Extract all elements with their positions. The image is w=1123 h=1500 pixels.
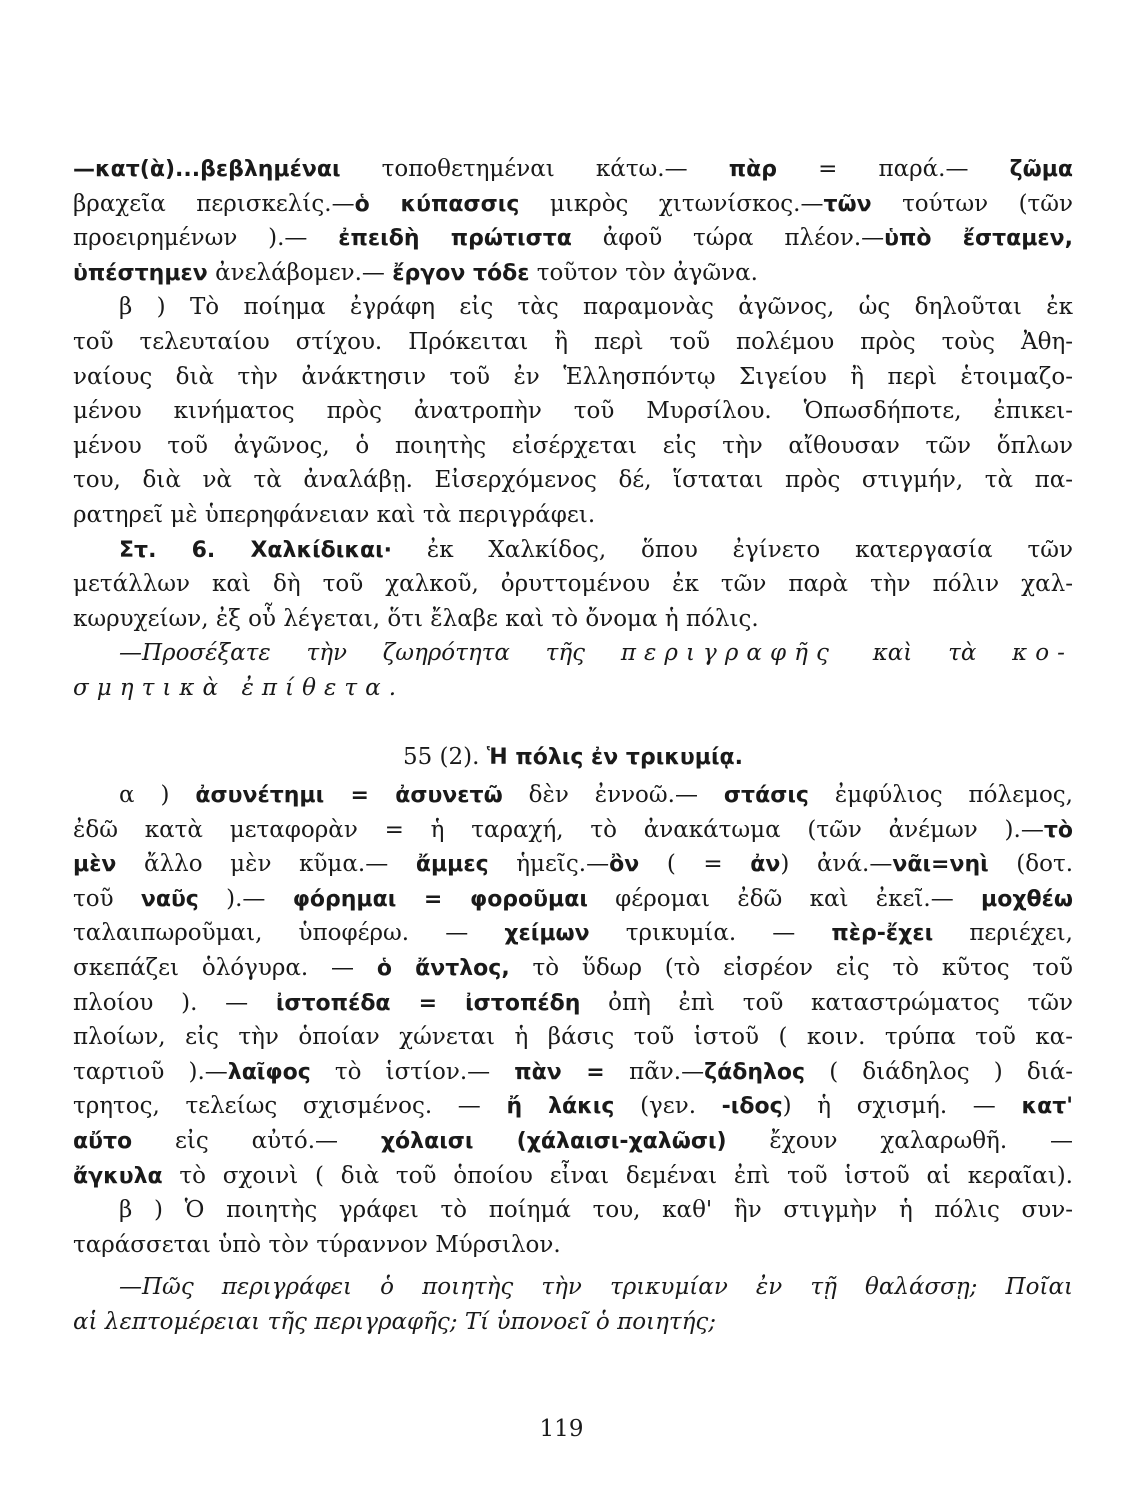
gloss-text: ) ἀνά.— (780, 851, 893, 878)
gloss-text: ἔχουν χαλαρωθῆ. — (726, 1128, 1073, 1155)
gloss-text: τὸ ὕδωρ (τὸ εἰσρέον εἰς τὸ κῦτος τοῦ (509, 955, 1073, 982)
gloss-term: ὁ ἄντλος, (376, 956, 510, 982)
question-text: καὶ τὰ (836, 640, 1013, 667)
gloss-term: ἤ λάκις (506, 1094, 615, 1120)
gloss-term: χείμων (504, 921, 590, 947)
text-line: τοῦ τελευταίου στίχου. Πρόκειται ἢ περὶ τοῦ πολέμου πρὸς τοὺς Ἀθη- (73, 328, 1073, 355)
gloss-term: πὰν = (514, 1059, 630, 1085)
spaced-word: σμητικὰ ἐπίθετα. (73, 674, 405, 701)
gloss-text: ( = (639, 851, 751, 878)
gloss-text: πλοίου ). — (73, 989, 276, 1016)
question-line (73, 1270, 1073, 1305)
gloss-text: βραχεῖα περισκελίς.— (73, 190, 355, 217)
text-line: του, διὰ νὰ τὰ ἀναλάβῃ. Εἰσερχόμενος δέ, ἵσταται πρὸς στιγμήν, τὰ πα- (73, 467, 1073, 494)
gloss-text: πᾶν.— (629, 1058, 705, 1085)
gloss-term: ἔργον τόδε (392, 260, 530, 286)
gloss-term: τὸ (1043, 817, 1073, 843)
gloss-text: ).— (198, 885, 293, 912)
gloss-text: ) ἡ σχισμή. — (782, 1093, 1022, 1120)
gloss-text: τοποθετημέναι κάτω.— (340, 156, 729, 182)
text-line (73, 152, 1073, 187)
text-line: β ) Τὸ ποίημα ἐγράφη εἰς τὰς παραμονὰς ἀγῶνος, ὡς δηλοῦται ἐκ (119, 294, 1073, 321)
section-heading (73, 740, 1073, 775)
gloss-term: αὔτο (73, 1129, 133, 1155)
gloss-text: (γεν. (614, 1093, 722, 1120)
text-line (73, 916, 1073, 951)
text-line (73, 1124, 1073, 1159)
gloss-text: ἐμφύλιος πόλεμος, (808, 782, 1073, 809)
text-line: πλοίων, εἰς τὴν ὁποίαν χώνεται ἡ βάσις τοῦ ἱστοῦ ( κοιν. τρύπα τοῦ κα- (73, 1024, 1073, 1051)
question-line (73, 671, 1073, 706)
gloss-text: φέρομαι ἐδῶ καὶ ἐκεῖ.— (587, 885, 982, 912)
heading-number: 55 (2). (402, 743, 487, 770)
heading-title: Ἡ πόλις ἐν τρικυμίᾳ. (486, 744, 744, 770)
gloss-text: ἐκ Χαλκίδος, ὅπου ἐγίνετο κατεργασία τῶν (392, 536, 1073, 563)
gloss-text: ταρτιοῦ ).— (73, 1058, 228, 1085)
gloss-text: δὲν ἐννοῶ.— (502, 782, 724, 809)
gloss-term: κατ' (1021, 1094, 1073, 1120)
gloss-text: περιέχει, (933, 920, 1073, 947)
text-line (73, 986, 1073, 1021)
gloss-text: τούτων (τῶν (871, 190, 1073, 217)
gloss-term: ὁ κύπασσις (354, 191, 520, 217)
text-line: κωρυχείων, ἐξ οὗ λέγεται, ὅτι ἔλαβε καὶ τὸ ὄνομα ἡ πόλις. (73, 605, 759, 632)
gloss-term: -ιδος (721, 1094, 783, 1120)
gloss-term: ὑπὸ ἔσταμεν, (884, 226, 1074, 252)
text-line: μετάλλων καὶ δὴ τοῦ χαλκοῦ, ὀρυττομένου ἐκ τῶν παρὰ τὴν πόλιν χαλ- (73, 571, 1073, 598)
gloss-term: —κατ(ὰ)...βεβλημέναι (73, 157, 341, 182)
text-line (73, 1055, 1073, 1090)
gloss-term: ὂν (609, 852, 640, 878)
text-line (73, 847, 1073, 882)
gloss-term: μὲν (73, 852, 117, 878)
text-line: μένου τοῦ ἀγῶνος, ὁ ποιητὴς εἰσέρχεται εἰς τὴν αἴθουσαν τῶν ὅπλων (73, 432, 1073, 459)
gloss-text: ἀνελάβομεν.— (207, 259, 393, 286)
question-line (73, 636, 1073, 671)
gloss-text: τὸ σχοινὶ ( διὰ τοῦ ὁποίου εἶναι δεμέναι ἐπὶ τοῦ ἱστοῦ αἱ κεραῖαι). (162, 1162, 1073, 1189)
gloss-text: α ) (119, 782, 196, 809)
gloss-text: τοῦ (73, 885, 141, 912)
gloss-text: ἀφοῦ τώρα πλέον.— (571, 225, 885, 252)
question-text: —Προσέξατε τὴν ζωηρότητα τῆς (119, 640, 621, 667)
gloss-text: τὸ ἱστίον.— (310, 1058, 515, 1085)
spaced-word: κο- (1012, 640, 1073, 667)
text-line: β ) Ὁ ποιητὴς γράφει τὸ ποίημά του, καθ' ἣν στιγμὴν ἡ πόλις συν- (119, 1197, 1073, 1224)
gloss-text: τρητος, τελείως σχισμένος. — (73, 1093, 507, 1120)
text-line (73, 778, 1073, 813)
gloss-text: ἡμεῖς.— (488, 851, 610, 878)
gloss-term: φόρημαι = φοροῦμαι (292, 886, 588, 912)
gloss-term: μοχθέω (981, 886, 1073, 912)
text-line (73, 882, 1073, 917)
gloss-term: πὲρ-ἔχει (831, 921, 934, 947)
gloss-term: ἄγκυλα (73, 1163, 163, 1189)
gloss-text: ἐδῶ κατὰ μεταφορὰν = ἡ ταραχή, τὸ ἀνακάτωμα (τῶν ἀνέμων ).— (73, 816, 1044, 843)
page-number: 119 (539, 1416, 584, 1442)
text-line (73, 1089, 1073, 1124)
gloss-term: ἀσυνέτημι = ἀσυνετῶ (195, 783, 503, 809)
gloss-term: στάσις (723, 783, 809, 809)
text-line: ναίους διὰ τὴν ἀνάκτησιν τοῦ ἐν Ἑλλησπόντῳ Σιγείου ἢ περὶ ἑτοιμαζο- (73, 363, 1073, 390)
text-line (73, 951, 1073, 986)
spaced-word: περιγραφῆς (620, 640, 837, 667)
gloss-text: εἰς αὐτό.— (132, 1128, 381, 1155)
text-line (73, 256, 1073, 291)
text-line (73, 533, 1073, 568)
gloss-term: ἰστοπέδα = ἰστοπέδη (275, 990, 581, 1016)
gloss-text: ταλαιπωροῦμαι, ὑποφέρω. — (73, 920, 505, 947)
gloss-text: ( διάδηλος ) διά- (805, 1058, 1073, 1085)
gloss-term: ναῦς (140, 886, 199, 912)
gloss-text: τοῦτον τὸν ἀγῶνα. (529, 259, 758, 286)
text-line: μένου κινήματος πρὸς ἀνατροπὴν τοῦ Μυρσίλου. Ὁπωσδήποτε, ἐπικει- (73, 398, 1073, 425)
gloss-text: = παρά.— (776, 156, 1010, 182)
gloss-term: νᾶι=νηὶ (892, 852, 989, 878)
text-line: ρατηρεῖ μὲ ὑπερηφάνειαν καὶ τὰ περιγράφει. (73, 501, 596, 528)
text-line: ταράσσεται ὑπὸ τὸν τύραννον Μύρσιλον. (73, 1231, 561, 1258)
gloss-text: (δοτ. (988, 851, 1074, 878)
gloss-term: λαῖφος (227, 1059, 311, 1085)
gloss-term: τῶν (823, 191, 872, 217)
gloss-text: σκεπάζει ὁλόγυρα. — (73, 955, 377, 982)
gloss-term: πὰρ (728, 157, 777, 182)
question-text: —Πῶς περιγράφει ὁ ποιητὴς τὴν τρικυμίαν ἐν τῇ θαλάσσῃ; Ποῖαι (119, 1274, 1073, 1301)
gloss-term: ζῶμα (1009, 157, 1073, 182)
question-text: αἱ λεπτομέρειαι τῆς περιγραφῆς; Τί ὑπονοεῖ ὁ ποιητής; (73, 1309, 716, 1335)
page-text (73, 152, 1073, 1340)
gloss-text: ἄλλο μὲν κῦμα.— (116, 851, 416, 878)
gloss-term: χόλαισι (χάλαισι-χαλῶσι) (380, 1129, 727, 1155)
gloss-term: ἀν (750, 852, 781, 878)
gloss-term: ἄμμες (415, 852, 489, 878)
gloss-term: Στ. 6. Χαλκίδικαι· (119, 537, 393, 563)
gloss-term: ἐπειδὴ πρώτιστα (338, 226, 572, 252)
question-line (73, 1305, 1073, 1340)
gloss-term: ζάδηλος (704, 1059, 806, 1085)
text-line (73, 187, 1073, 222)
text-line (73, 221, 1073, 256)
gloss-term: ὑπέστημεν (73, 260, 208, 286)
gloss-text: προειρημένων ).— (73, 225, 339, 252)
gloss-text: τρικυμία. — (589, 920, 832, 947)
gloss-text: ὀπὴ ἐπὶ τοῦ καταστρώματος τῶν (580, 989, 1073, 1016)
text-line (73, 813, 1073, 848)
gloss-text: μικρὸς χιτωνίσκος.— (519, 190, 824, 217)
text-line (73, 1159, 1073, 1194)
